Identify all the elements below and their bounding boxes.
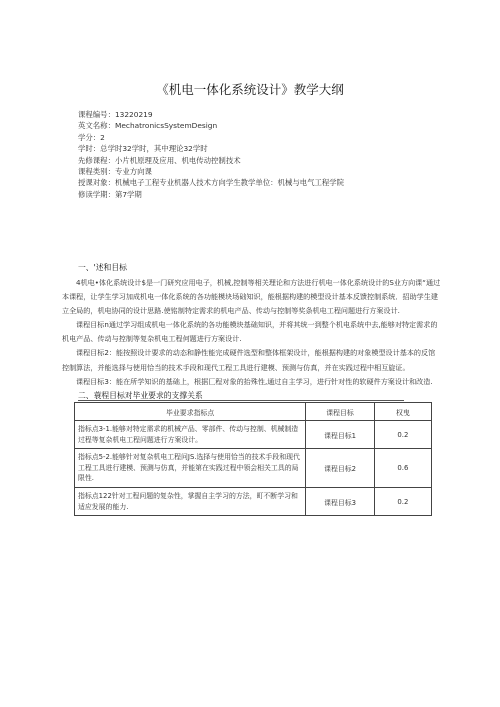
course-meta xyxy=(78,109,438,200)
semester: 修读学期：第7学期 xyxy=(78,189,142,199)
prerequisites: 先修课程：小片机原理及应用、机电传动控制技术 xyxy=(78,155,241,165)
section-heading-support: 二、蓑程目标对毕业要求的支撑关系 xyxy=(78,391,203,400)
goal-cell: 课程目标2 xyxy=(306,449,374,488)
weight-cell: 0.6 xyxy=(374,449,431,488)
overview-body xyxy=(62,276,442,389)
indicator-cell: 指标点3-1.能够对特定需求的机械产品、零部件、传动与控制、机械制造过程等复杂机电工程问题进行方案设计。 xyxy=(75,421,306,449)
table-row xyxy=(75,488,432,516)
header-goal: 课程目标 xyxy=(306,403,374,421)
overview-paragraph: 4机电•体化系统设计$是一门研究应用电子，机械,控制等相关理论和方法进行机电一体化系统设计的S业方向课“通过本课程，让学生学习加成机电一体化系统的各功能模块场础知识，能根据构建的模型设计基本反馈控制系统．招助学生建立全局的，机电协同的设计思路.使铭制特定需求的机电产品、传动与控制等奖条机电工程问题进行方案设计. xyxy=(62,278,441,316)
table-header-row xyxy=(75,403,432,421)
goal-cell: 课程目标1 xyxy=(306,421,374,449)
weight-cell: 0.2 xyxy=(374,488,431,516)
document-title: 《机电一体化系统设计》教学大纲 xyxy=(156,82,344,97)
indicator-cell: 指标点5-2.能够针对复杂机电工程问JS.选择与使用恰当的技术手段和现代工程工具进行建模、预测与仿真，并能第在实践过程中领会相关工具的局限性. xyxy=(75,449,306,488)
support-table xyxy=(74,402,432,516)
hours: 学时：总学时32学时，其中理论32学时 xyxy=(78,144,208,154)
goal-2-paragraph: 课程目标2：能按照设计要求的动态和静性能完成硬件选型和整体框架设计，能根据构建的对象模型设计基本的反馆控制算法，并能选择与使用恰当的技术手段和现代工程工具进行建模、预测与仿真，并在实践过程中相互旋证。 xyxy=(62,348,436,372)
weight-cell: 0.2 xyxy=(374,421,431,449)
credits: 学分：2 xyxy=(78,132,105,142)
audience: 授课对象：机械电子工程专业机器人技术方向学生教学单位：机械与电气工程学院 xyxy=(78,178,345,188)
goal-cell: 课程目标3 xyxy=(306,488,374,516)
english-name: 英文名称：MechatronicsSystemDesign xyxy=(78,121,218,131)
course-code: 课程编号：13220219 xyxy=(78,110,153,119)
section-heading-overview: 一、'述和目标 xyxy=(78,263,127,272)
goal-3-paragraph: 课程目标3：能在所学知识的基础上，根据匚程对象的抬殊性,通过自主学习，进行针对性的软硬件方案设计和改造. xyxy=(76,376,433,386)
table-row xyxy=(75,421,432,449)
header-weight: 权曳 xyxy=(374,403,431,421)
goal-1-paragraph: 课程目标n通过学习组成机电一体化系统的各功能模块基础知识，并将其统一到整个机电系统中去,能够对特定需求的机电产品、传动与控制等复杂机电工程何题进行方案设计. xyxy=(62,320,438,344)
header-indicator: 毕业要求指标点 xyxy=(75,403,306,421)
course-category: 课程类别：专业方向课 xyxy=(78,166,152,176)
section-divider xyxy=(78,400,404,401)
indicator-cell: 指标点122针对工程问题的复杂性，掌握自主学习的方法，町不断学习和适应发展的能力. xyxy=(75,488,306,516)
table-row xyxy=(75,449,432,488)
